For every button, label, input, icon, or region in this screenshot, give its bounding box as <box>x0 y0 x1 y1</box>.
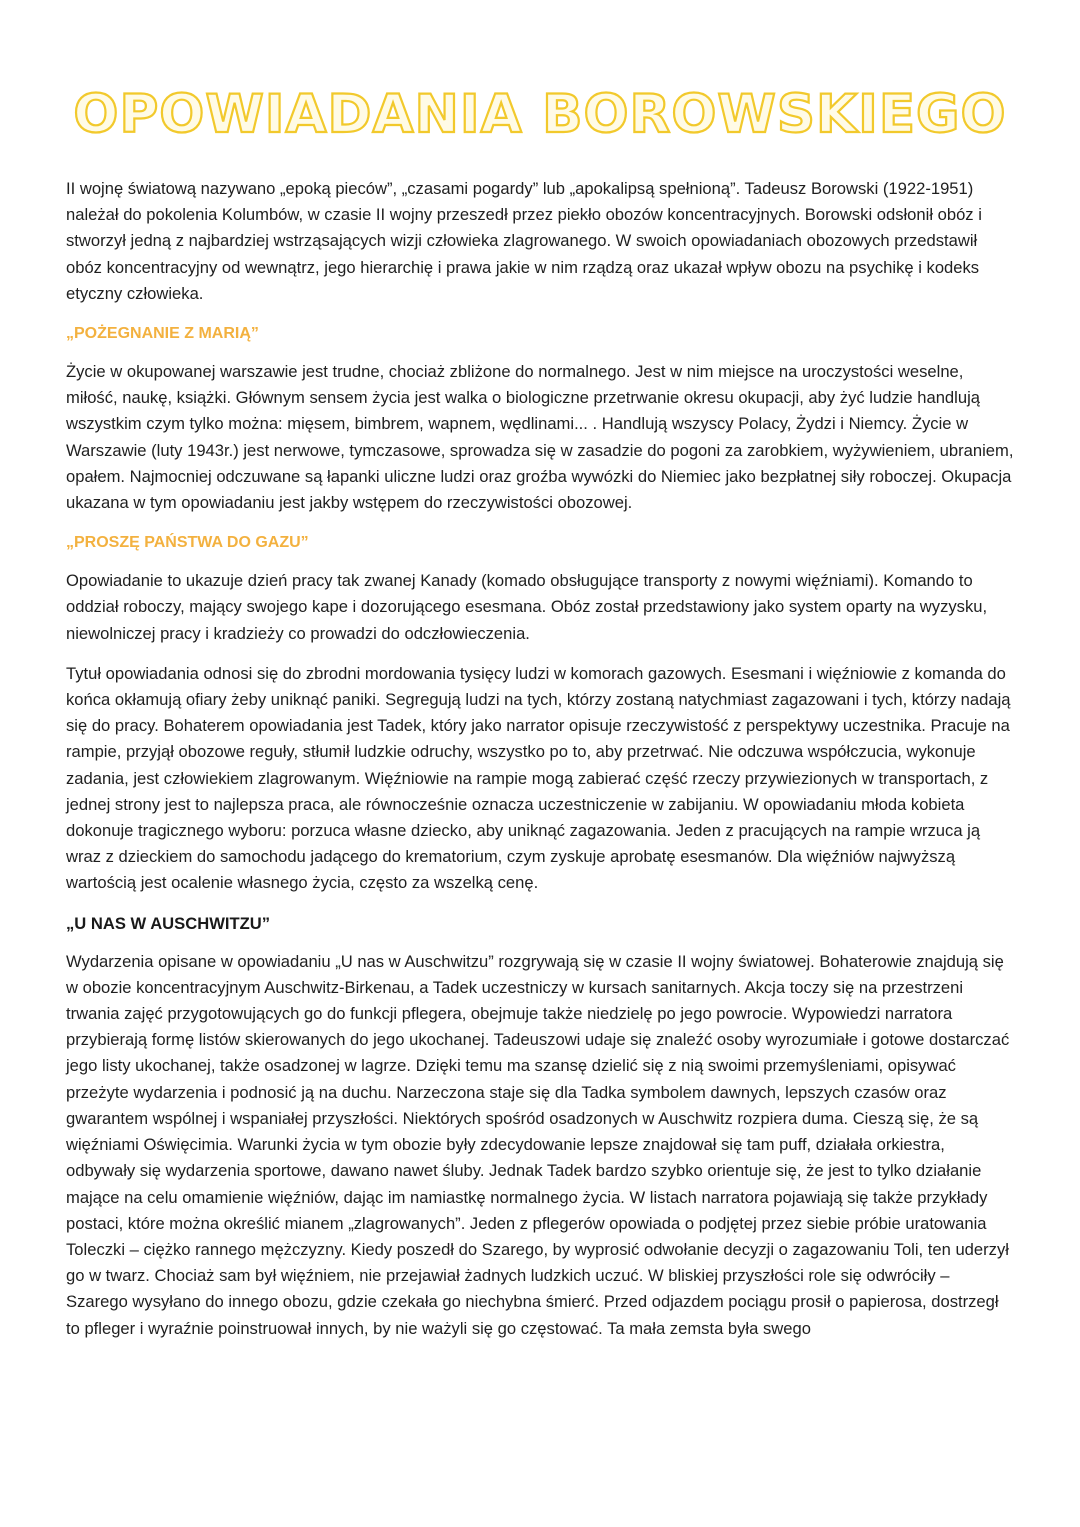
section-heading-prosze-panstwa: „PROSZĘ PAŃSTWA DO GAZU” <box>66 534 309 552</box>
document-title: OPOWIADANIA BOROWSKIEGO <box>73 84 1007 145</box>
section-paragraph: Tytuł opowiadania odnosi się do zbrodni mordowania tysięcy ludzi w komorach gazowych. Esesmani i więźniowie z komanda do końca okłamują ofiary żeby uniknąć paniki. Segregują ludzi na tych, którzy zostaną natychmiast zagazowani i tych, którzy nadają się do pracy. Bohaterem opowiadania jest Tadek, który jako narrator opisuje rzeczywistość z perspektywy uczestnika. Pracuje na rampie, przyjął obozowe reguły, stłumił ludzkie odruchy, wszystko po to, aby przetrwać. Nie odczuwa współczucia, wykonuje zadania, jest człowiekiem zlagrowanym. Więźniowie na rampie mogą zabierać część rzeczy przywiezionych w transportach, z jednej strony jest to najlepsza praca, ale równocześnie oznacza uczestniczenie w zabijaniu. W opowiadaniu młoda kobieta dokonuje tragicznego wyboru: porzuca własne dziecko, aby uniknąć zagazowania. Jeden z pracujących na rampie wrzuca ją wraz z dzieckiem do samochodu jadącego do krematorium, czym zyskuje aprobatę esesmanów. Dla więźniów najwyższą wartością jest ocalenie własnego życia, często za wszelką cenę. <box>66 663 1011 893</box>
section-paragraph: Wydarzenia opisane w opowiadaniu „U nas w Auschwitzu” rozgrywają się w czasie II wojny światowej. Bohaterowie znajdują się w obozie koncentracyjnym Auschwitz-Birkenau, a Tadek uczestniczy w kursach sanitarnych. Akcja toczy się na przestrzeni trwania zajęć przygotowujących go do funkcji pflegera, obejmuje także niedzielę po jego powrocie. Wypowiedzi narratora przybierają formę listów skierowanych do jego ukochanej. Tadeuszowi udaje się znaleźć osoby wyrozumiałe i gotowe dostarczać jego listy ukochanej, także osadzonej w lagrze. Dzięki temu ma szansę dzielić się z nią swoimi przemyśleniami, opisywać przeżyte wydarzenia i podnosić ją na duchu. Narzeczona staje się dla Tadka symbolem dawnych, lepszych czasów oraz gwarantem wspólnej i wspaniałej przyszłości. Niektórych spośród osadzonych w Auschwitz rozpiera duma. Cieszą się, że są więźniami Oświęcimia. Warunki życia w tym obozie były zdecydowanie lepsze znajdował się tam puff, działała orkiestra, odbywały się wydarzenia sportowe, dawano nawet śluby. Jednak Tadek bardzo szybko orientuje się, że jest to tylko działanie mające na celu omamienie więźniów, dając im namiastkę normalnego życia. W listach narratora pojawiają się także przykłady postaci, które można określić mianem „zlagrowanych”. Jeden z pflegerów opowiada o podjętej przez siebie próbie uratowania Toleczki – ciężko rannego mężczyzny. Kiedy poszedł do Szarego, by wyprosić odwołanie decyzji o zagazowaniu Toli, ten uderzył go w twarz. Chociaż sam był więźniem, nie przejawiał żadnych ludzkich uczuć. W bliskiej przyszłości role się odwróciły – Szarego wysyłano do innego obozu, gdzie czekała go niechybna śmierć. Przed odjazdem pociągu prosił o papierosa, dostrzegł to pfleger i wyraźnie poinstruował innych, by nie ważyli się go częstować. Ta mała zemsta była swego <box>66 951 1010 1338</box>
section-heading-u-nas-w-auschwitzu: „U NAS W AUSCHWITZU” <box>66 913 271 933</box>
section-heading-pozegnanie: „POŻEGNANIE Z MARIĄ” <box>66 325 259 343</box>
intro-paragraph: II wojnę światową nazywano „epoką pieców”, „czasami pogardy” lub „apokalipsą spełnioną”. Tadeusz Borowski (1922-1951) należał do pokolenia Kolumbów, w czasie II wojny przeszedł przez piekło obozów koncentracyjnych. Borowski odsłonił obóz i stworzył jedną z najbardziej wstrząsających wizji człowieka zlagrowanego. W swoich opowiadaniach obozowych przedstawił obóz koncentracyjny od wewnątrz, jego hierarchię i prawa jakie w nim rządzą oraz ukazał wpływ obozu na psychikę i kodeks etyczny człowieka. <box>66 179 982 303</box>
section-paragraph: Opowiadanie to ukazuje dzień pracy tak zwanej Kanady (komado obsługujące transporty z nowymi więźniami). Komando to oddział roboczy, mający swojego kape i dozorującego esesmana. Obóz został przedstawiony jako system oparty na wyzysku, niewolniczej pracy i kradzieży co prowadzi do odczłowieczenia. <box>66 571 988 643</box>
section-paragraph: Życie w okupowanej warszawie jest trudne, chociaż zbliżone do normalnego. Jest w nim miejsce na uroczystości weselne, miłość, naukę, książki. Głównym sensem życia jest walka o biologiczne przetrwanie okresu okupacji, aby żyć ludzie handlują wszystkim czym tylko można: mięsem, bimbrem, wapnem, wędlinami... . Handlują wszyscy Polacy, Żydzi i Niemcy. Życie w Warszawie (luty 1943r.) jest nerwowe, tymczasowe, sprowadza się w zasadzie do pogoni za zarobkiem, wyżywieniem, ubraniem, opałem. Najmocniej odczuwane są łapanki uliczne ludzi oraz groźba wywózki do Niemiec jako bezpłatnej siły roboczej. Okupacja ukazana w tym opowiadaniu jest jakby wstępem do rzeczywistości obozowej. <box>66 362 1014 513</box>
